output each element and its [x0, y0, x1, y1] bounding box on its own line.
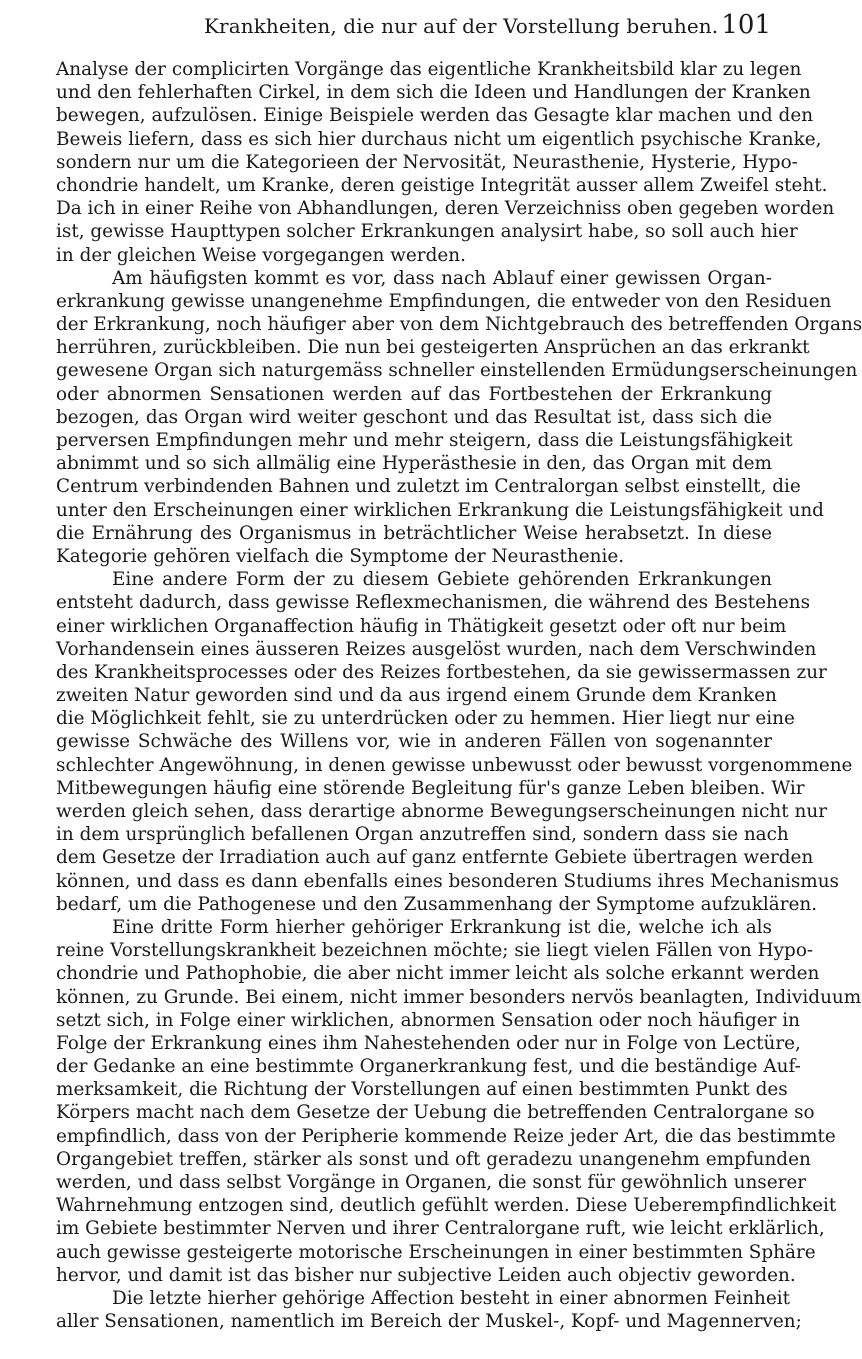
text-line: entsteht dadurch, dass gewisse Reflexmechanismen, die während des Bestehens: [56, 592, 811, 614]
text-line: Beweis liefern, dass es sich hier durchaus nicht um eigentlich psychische Kranke,: [56, 128, 822, 150]
text-line: erkrankung gewisse unangenehme Empfindungen, die entweder von den Residuen: [56, 290, 832, 312]
text-line: merksamkeit, die Richtung der Vorstellungen auf einen bestimmten Punkt des: [56, 1079, 788, 1101]
page-number: 101: [721, 10, 771, 40]
text-line: in dem ursprünglich befallenen Organ anzutreffen sind, sondern dass sie nach: [56, 824, 789, 846]
text-line: schlechter Angewöhnung, in denen gewisse unbewusst oder bewusst vorgenommene: [56, 754, 853, 776]
text-line: bedarf, um die Pathogenese und den Zusammenhang der Symptome aufzuklären.: [56, 893, 818, 915]
body-text: [56, 58, 862, 1333]
text-line: chondrie und Pathophobie, die aber nicht immer leicht als solche erkannt werden: [56, 963, 820, 985]
text-line: Körpers macht nach dem Gesetze der Uebung die betreffenden Centralorgane so: [56, 1102, 815, 1124]
text-line: werden gleich sehen, dass derartige abnorme Bewegungserscheinungen nicht nur: [56, 801, 827, 822]
text-line: empfindlich, dass von der Peripherie kommende Reize jeder Art, die das bestimmte: [56, 1125, 836, 1147]
text-line: die Möglichkeit fehlt, sie zu unterdrücken oder zu hemmen. Hier liegt nur eine: [56, 708, 795, 730]
text-line: werden, und dass selbst Vorgänge in Organen, die sonst für gewöhnlich unserer: [56, 1172, 807, 1193]
text-line: Folge der Erkrankung eines ihm Nahestehenden oder nur in Folge von Lectüre,: [56, 1032, 801, 1054]
text-line: bewegen, aufzulösen. Einige Beispiele werden das Gesagte klar machen und den: [56, 105, 814, 127]
text-line: des Krankheitsprocesses oder des Reizes fortbestehen, da sie gewissermassen zur: [56, 661, 827, 683]
text-line: zweiten Natur geworden sind und da aus irgend einem Grunde dem Kranken: [56, 685, 777, 707]
text-line: im Gebiete bestimmter Nerven und ihrer Centralorgane ruft, wie leicht erklärlich,: [56, 1218, 825, 1240]
text-line: ist, gewisse Haupttypen solcher Erkrankungen analysirt habe, so soll auch hier: [56, 221, 798, 243]
text-line: Wahrnehmung entzogen sind, deutlich gefühlt werden. Diese Ueberempfindlichkeit: [56, 1195, 837, 1217]
text-line: abnimmt und so sich allmälig eine Hyperästhesie in den, das Organ mit dem: [56, 453, 772, 475]
text-line: einer wirklichen Organaffection häufig in Thätigkeit gesetzt oder oft nur beim: [56, 615, 787, 637]
text-line: Kategorie gehören vielfach die Symptome der Neurasthenie.: [56, 545, 625, 567]
text-line: dem Gesetze der Irradiation auch auf ganz entfernte Gebiete übertragen werden: [56, 847, 814, 869]
text-line: herrühren, zurückbleiben. Die nun bei gesteigerten Ansprüchen an das erkrankt: [56, 337, 810, 359]
text-line: perversen Empfindungen mehr und mehr steigern, dass die Leistungsfähigkeit: [56, 430, 793, 451]
text-line: Die letzte hierher gehörige Affection besteht in einer abnormen Feinheit: [112, 1287, 791, 1309]
text-line: Mitbewegungen häufig eine störende Begleitung für's ganze Leben bleiben. Wir: [56, 777, 805, 799]
page-header: [56, 10, 771, 50]
text-line: chondrie handelt, um Kranke, deren geistige Integrität ausser allem Zweifel steht.: [56, 174, 828, 196]
text-line: hervor, und damit ist das bisher nur subjective Leiden auch objectiv geworden.: [56, 1264, 796, 1286]
text-line: reine Vorstellungskrankheit bezeichnen möchte; sie liegt vielen Fällen von Hypo-: [56, 940, 814, 962]
text-line: der Gedanke an eine bestimmte Organerkrankung fest, und die beständige Auf-: [56, 1056, 801, 1078]
text-line: Centrum verbindenden Bahnen und zuletzt im Centralorgan selbst einstellt, die: [56, 476, 801, 498]
text-line: gewesene Organ sich naturgemäss schneller einstellenden Ermüdungserscheinungen: [56, 360, 858, 382]
text-line: Organgebiet treffen, stärker als sonst und oft geradezu unangenehm empfunden: [56, 1148, 811, 1170]
text-line: Vorhandensein eines äusseren Reizes ausgelöst wurden, nach dem Verschwinden: [56, 638, 817, 660]
text-line: Eine dritte Form hierher gehöriger Erkrankung ist die, welche ich als: [112, 916, 772, 938]
text-line: Eine andere Form der zu diesem Gebiete gehörenden Erkrankungen: [112, 569, 772, 591]
text-line: gewisse Schwäche des Willens vor, wie in anderen Fällen von sogenannter: [56, 731, 772, 753]
text-line: die Ernährung des Organismus in beträchtlicher Weise herabsetzt. In diese: [56, 522, 772, 544]
text-line: und den fehlerhaften Cirkel, in dem sich die Ideen und Handlungen der Kranken: [56, 82, 811, 104]
text-line: können, zu Grunde. Bei einem, nicht immer besonders nervös beanlagten, Individuum: [56, 986, 862, 1008]
text-line: Am häufigsten kommt es vor, dass nach Ablauf einer gewissen Organ-: [112, 267, 772, 289]
text-line: oder abnormen Sensationen werden auf das Fortbestehen der Erkrankung: [56, 383, 772, 405]
text-line: unter den Erscheinungen einer wirklichen Erkrankung die Leistungsfähigkeit und: [56, 499, 824, 521]
text-line: auch gewisse gesteigerte motorische Erscheinungen in einer bestimmten Sphäre: [56, 1241, 816, 1263]
text-line: setzt sich, in Folge einer wirklichen, abnormen Sensation oder noch häufiger in: [56, 1009, 801, 1031]
text-line: in der gleichen Weise vorgegangen werden.: [56, 244, 466, 266]
text-line: können, und dass es dann ebenfalls eines besonderen Studiums ihres Mechanismus: [56, 870, 839, 892]
text-line: sondern nur um die Kategorieen der Nervosität, Neurasthenie, Hysterie, Hypo-: [56, 151, 798, 173]
running-head: Krankheiten, die nur auf der Vorstellung beruhen.: [204, 14, 719, 38]
text-line: bezogen, das Organ wird weiter geschont und das Resultat ist, dass sich die: [56, 406, 772, 428]
text-line: Da ich in einer Reihe von Abhandlungen, deren Verzeichniss oben gegeben worden: [56, 198, 835, 220]
text-line: aller Sensationen, namentlich im Bereich der Muskel-, Kopf- und Magennerven;: [56, 1311, 802, 1333]
text-line: Analyse der complicirten Vorgänge das eigentliche Krankheitsbild klar zu legen: [56, 59, 802, 80]
text-line: der Erkrankung, noch häufiger aber von dem Nichtgebrauch des betreffenden Organs: [56, 314, 862, 336]
